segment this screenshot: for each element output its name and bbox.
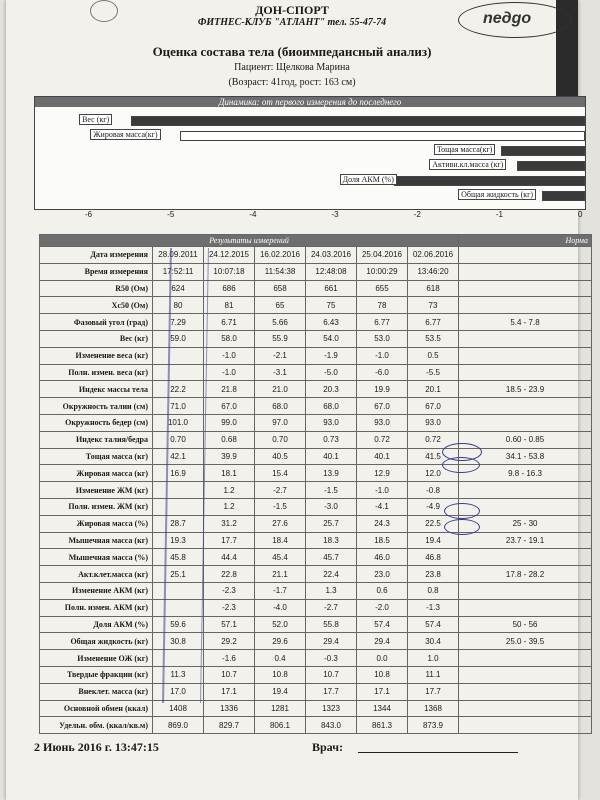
norm-value: [459, 666, 592, 683]
cell-value: 44.4: [204, 549, 255, 566]
norm-value: [459, 263, 592, 280]
cell-value: 58.0: [204, 330, 255, 347]
cell-value: 6.77: [408, 314, 459, 331]
cell-value: 16.9: [153, 465, 204, 482]
cell-value: 24.03.2016: [306, 247, 357, 264]
row-label: Индекс талия/бедра: [40, 431, 153, 448]
cell-value: 67.0: [357, 398, 408, 415]
cell-value: 29.2: [204, 633, 255, 650]
table-row: [40, 582, 592, 599]
dynamics-title: Динамика: от первого измерения до последнего: [35, 97, 585, 107]
cell-value: 10:00:29: [357, 263, 408, 280]
table-row: [40, 566, 592, 583]
cell-value: -1.0: [204, 364, 255, 381]
table-row: [40, 330, 592, 347]
cell-value: 46.8: [408, 549, 459, 566]
cell-value: 658: [255, 280, 306, 297]
dynamics-bar-label: Активн.кл.масса (кг): [429, 159, 506, 170]
handwritten-pen-marks: [162, 248, 209, 703]
circled-value-mark: [444, 519, 480, 535]
table-row: [40, 532, 592, 549]
row-label: Изменение АКМ (кг): [40, 582, 153, 599]
cell-value: 75: [306, 297, 357, 314]
cell-value: -5.5: [408, 364, 459, 381]
dynamics-bar-label: Доля АКМ (%): [340, 174, 397, 185]
row-label: Жировая масса (кг): [40, 465, 153, 482]
norm-value: [459, 398, 592, 415]
cell-value: 55.9: [255, 330, 306, 347]
cell-value: 45.8: [153, 549, 204, 566]
cell-value: 0.72: [357, 431, 408, 448]
results-band: [40, 235, 592, 247]
cell-value: -3.0: [306, 498, 357, 515]
table-row: [40, 717, 592, 734]
cell-value: 0.0: [357, 650, 408, 667]
row-label: Полн. измен. веса (кг): [40, 364, 153, 381]
cell-value: 806.1: [255, 717, 306, 734]
cell-value: 0.70: [153, 431, 204, 448]
cell-value: 10:07:18: [204, 263, 255, 280]
row-label: Твердые фракции (кг): [40, 666, 153, 683]
cell-value: 22.2: [153, 381, 204, 398]
norm-value: [459, 280, 592, 297]
cell-value: 686: [204, 280, 255, 297]
cell-value: 17.7: [408, 683, 459, 700]
cell-value: 1344: [357, 700, 408, 717]
cell-value: 0.6: [357, 582, 408, 599]
table-row: [40, 247, 592, 264]
cell-value: 13:46:20: [408, 263, 459, 280]
norm-value: [459, 650, 592, 667]
dynamics-bar: [542, 191, 585, 201]
norm-value: 5.4 - 7.8: [459, 314, 592, 331]
cell-value: 19.3: [153, 532, 204, 549]
cell-value: 46.0: [357, 549, 408, 566]
axis-tick-label: -1: [495, 210, 503, 219]
table-row: [40, 414, 592, 431]
cell-value: 80: [153, 297, 204, 314]
cell-value: -1.3: [408, 599, 459, 616]
report-title: Оценка состава тела (биоимпедансный анализ): [152, 44, 432, 59]
cell-value: 18.1: [204, 465, 255, 482]
report-page: [6, 0, 589, 800]
cell-value: 861.3: [357, 717, 408, 734]
cell-value: 45.4: [255, 549, 306, 566]
cell-value: 618: [408, 280, 459, 297]
cell-value: -1.9: [306, 347, 357, 364]
cell-value: 1368: [408, 700, 459, 717]
row-label: Окружность бедер (см): [40, 414, 153, 431]
dynamics-bar: [131, 116, 585, 126]
dynamics-bar-label: Общая жидкость (кг): [458, 189, 536, 200]
cell-value: 23.0: [357, 566, 408, 583]
cell-value: -4.0: [255, 599, 306, 616]
dynamics-bar-label: Жировая масса(кг): [90, 129, 160, 140]
cell-value: -2.3: [204, 582, 255, 599]
cell-value: 6.71: [204, 314, 255, 331]
cell-value: 21.1: [255, 566, 306, 583]
cell-value: -1.6: [204, 650, 255, 667]
table-row: [40, 465, 592, 482]
row-label: Внеклет. масса (кг): [40, 683, 153, 700]
norm-value: 9.8 - 16.3: [459, 465, 592, 482]
cell-value: 1408: [153, 700, 204, 717]
brand-logo: neдgo: [458, 2, 572, 38]
cell-value: 59.0: [153, 330, 204, 347]
cell-value: 843.0: [306, 717, 357, 734]
cell-value: 68.0: [306, 398, 357, 415]
row-label: Удельн. обм. (ккал/кв.м): [40, 717, 153, 734]
norm-value: [459, 683, 592, 700]
cell-value: 12.9: [357, 465, 408, 482]
cell-value: 1.2: [204, 498, 255, 515]
patient-name: Пациент: Щелкова Марина: [234, 62, 350, 73]
cell-value: 22.4: [306, 566, 357, 583]
cell-value: 10.8: [255, 666, 306, 683]
cell-value: 17:52:11: [153, 263, 204, 280]
cell-value: -2.0: [357, 599, 408, 616]
cell-value: 22.8: [204, 566, 255, 583]
dynamics-bar: [517, 161, 585, 171]
cell-value: 17.1: [357, 683, 408, 700]
cell-value: -1.7: [255, 582, 306, 599]
cell-value: 59.6: [153, 616, 204, 633]
cell-value: 661: [306, 280, 357, 297]
print-date: 2 Июнь 2016 г. 13:47:15: [34, 740, 159, 754]
norm-value: 18.5 - 23.9: [459, 381, 592, 398]
doctor-label: Врач:: [312, 740, 343, 754]
cell-value: 52.0: [255, 616, 306, 633]
cell-value: -0.8: [408, 482, 459, 499]
cell-value: 20.1: [408, 381, 459, 398]
cell-value: 99.0: [204, 414, 255, 431]
row-label: Акт.клет.масса (кг): [40, 566, 153, 583]
cell-value: 0.68: [204, 431, 255, 448]
cell-value: 73: [408, 297, 459, 314]
table-row: [40, 633, 592, 650]
cell-value: 40.5: [255, 448, 306, 465]
dynamics-bar-label: Тощая масса(кг): [434, 144, 495, 155]
cell-value: 71.0: [153, 398, 204, 415]
cell-value: 0.70: [255, 431, 306, 448]
cell-value: 12.0: [408, 465, 459, 482]
cell-value: 1.0: [408, 650, 459, 667]
cell-value: 78: [357, 297, 408, 314]
table-row: [40, 700, 592, 717]
cell-value: 10.7: [204, 666, 255, 683]
cell-value: 12:48:08: [306, 263, 357, 280]
cell-value: 1281: [255, 700, 306, 717]
norm-value: [459, 482, 592, 499]
row-label: Тощая масса (кг): [40, 448, 153, 465]
cell-value: 0.73: [306, 431, 357, 448]
cell-value: 67.0: [204, 398, 255, 415]
club-name: ДОН-СПОРТ: [255, 3, 329, 17]
row-label: Общая жидкость (кг): [40, 633, 153, 650]
cell-value: 29.4: [357, 633, 408, 650]
cell-value: 27.6: [255, 515, 306, 532]
cell-value: 25.1: [153, 566, 204, 583]
cell-value: -4.1: [357, 498, 408, 515]
cell-value: -6.0: [357, 364, 408, 381]
cell-value: 25.04.2016: [357, 247, 408, 264]
patient-age-height: (Возраст: 41год, рост: 163 см): [228, 77, 356, 88]
row-label: Полн. измен. АКМ (кг): [40, 599, 153, 616]
row-label: Изменение ЖМ (кг): [40, 482, 153, 499]
table-row: [40, 280, 592, 297]
cell-value: 624: [153, 280, 204, 297]
row-label: Изменение веса (кг): [40, 347, 153, 364]
row-label: Фазовый угол (град): [40, 314, 153, 331]
cell-value: 24.12.2015: [204, 247, 255, 264]
cell-value: 42.1: [153, 448, 204, 465]
table-row: [40, 398, 592, 415]
cell-value: 6.43: [306, 314, 357, 331]
results-title: Результаты измерений: [40, 235, 459, 247]
row-label: Окружность талии (см): [40, 398, 153, 415]
cell-value: 28.7: [153, 515, 204, 532]
cell-value: 6.77: [357, 314, 408, 331]
cell-value: 02.06.2016: [408, 247, 459, 264]
table-row: [40, 616, 592, 633]
norm-value: 25 - 30: [459, 515, 592, 532]
cell-value: 17.1: [204, 683, 255, 700]
cell-value: 5.66: [255, 314, 306, 331]
cell-value: -2.1: [255, 347, 306, 364]
norm-value: 50 - 56: [459, 616, 592, 633]
norm-value: [459, 414, 592, 431]
cell-value: 41.5: [408, 448, 459, 465]
norm-value: [459, 364, 592, 381]
row-label: Индекс массы тела: [40, 381, 153, 398]
cell-value: 15.4: [255, 465, 306, 482]
norm-value: [459, 297, 592, 314]
table-row: [40, 549, 592, 566]
cell-value: 24.3: [357, 515, 408, 532]
axis-tick-label: 0: [578, 210, 583, 219]
table-row: [40, 364, 592, 381]
dynamics-bar: [394, 176, 585, 186]
cell-value: -3.1: [255, 364, 306, 381]
cell-value: 40.1: [357, 448, 408, 465]
cell-value: 93.0: [408, 414, 459, 431]
cell-value: 13.9: [306, 465, 357, 482]
norm-value: [459, 330, 592, 347]
cell-value: 65: [255, 297, 306, 314]
cell-value: 1336: [204, 700, 255, 717]
row-label: Мышечная масса (%): [40, 549, 153, 566]
table-row: [40, 515, 592, 532]
cell-value: 67.0: [408, 398, 459, 415]
row-label: Мышечная масса (кг): [40, 532, 153, 549]
row-label: Полн. измен. ЖМ (кг): [40, 498, 153, 515]
norm-value: [459, 717, 592, 734]
cell-value: 21.8: [204, 381, 255, 398]
doctor-signature-line: [358, 752, 518, 753]
cell-value: -2.7: [306, 599, 357, 616]
cell-value: 101.0: [153, 414, 204, 431]
row-label: Вес (кг): [40, 330, 153, 347]
cell-value: 21.0: [255, 381, 306, 398]
cell-value: 873.9: [408, 717, 459, 734]
table-row: [40, 347, 592, 364]
cell-value: 81: [204, 297, 255, 314]
table-row: [40, 263, 592, 280]
axis-tick-label: -4: [249, 210, 257, 219]
cell-value: 68.0: [255, 398, 306, 415]
cell-value: 17.7: [204, 532, 255, 549]
cell-value: 0.8: [408, 582, 459, 599]
cell-value: 16.02.2016: [255, 247, 306, 264]
cell-value: 30.8: [153, 633, 204, 650]
axis-tick-label: -2: [413, 210, 421, 219]
cell-value: 11.1: [408, 666, 459, 683]
dynamics-bar: [501, 146, 585, 156]
cell-value: 18.5: [357, 532, 408, 549]
table-row: [40, 599, 592, 616]
table-row: [40, 498, 592, 515]
cell-value: 17.0: [153, 683, 204, 700]
cell-value: 53.5: [408, 330, 459, 347]
dynamics-bar: [180, 131, 585, 141]
dynamics-chart: [34, 96, 586, 210]
dynamics-bar-label: Вес (кг): [79, 114, 112, 125]
cell-value: 19.4: [408, 532, 459, 549]
norm-value: 23.7 - 19.1: [459, 532, 592, 549]
cell-value: -5.0: [306, 364, 357, 381]
table-row: [40, 666, 592, 683]
cell-value: -1.5: [255, 498, 306, 515]
table-row: [40, 314, 592, 331]
cell-value: 22.5: [408, 515, 459, 532]
cell-value: 39.9: [204, 448, 255, 465]
cell-value: 0.72: [408, 431, 459, 448]
norm-value: [459, 700, 592, 717]
norm-value: 17.8 - 28.2: [459, 566, 592, 583]
table-row: [40, 448, 592, 465]
norm-value: [459, 347, 592, 364]
cell-value: 25.7: [306, 515, 357, 532]
row-label: Изменение ОЖ (кг): [40, 650, 153, 667]
cell-value: 0.4: [255, 650, 306, 667]
cell-value: 19.4: [255, 683, 306, 700]
cell-value: 57.1: [204, 616, 255, 633]
cell-value: 19.9: [357, 381, 408, 398]
club-subtitle: ФИТНЕС-КЛУБ "АТЛАНТ" тел. 55-47-74: [197, 17, 387, 28]
axis-tick-label: -5: [167, 210, 175, 219]
row-label: R50 (Ом): [40, 280, 153, 297]
norm-header: Норма: [459, 235, 592, 247]
circled-value-mark: [442, 457, 480, 473]
row-label: Время измерения: [40, 263, 153, 280]
norm-value: 34.1 - 53.8: [459, 448, 592, 465]
cell-value: 1323: [306, 700, 357, 717]
row-label: Дата измерения: [40, 247, 153, 264]
cell-value: -4.9: [408, 498, 459, 515]
cell-value: 11.3: [153, 666, 204, 683]
cell-value: 29.6: [255, 633, 306, 650]
cell-value: 93.0: [357, 414, 408, 431]
row-label: Основной обмен (ккал): [40, 700, 153, 717]
norm-value: 25.0 - 39.5: [459, 633, 592, 650]
norm-value: [459, 247, 592, 264]
axis-tick-label: -6: [85, 210, 93, 219]
cell-value: 10.7: [306, 666, 357, 683]
norm-value: [459, 582, 592, 599]
cell-value: 18.4: [255, 532, 306, 549]
cell-value: -1.0: [357, 482, 408, 499]
table-row: [40, 650, 592, 667]
cell-value: 7.29: [153, 314, 204, 331]
row-label: Xc50 (Ом): [40, 297, 153, 314]
cell-value: 30.4: [408, 633, 459, 650]
cell-value: 54.0: [306, 330, 357, 347]
cell-value: 0.5: [408, 347, 459, 364]
cell-value: -1.5: [306, 482, 357, 499]
cell-value: 20.3: [306, 381, 357, 398]
cell-value: 29.4: [306, 633, 357, 650]
cell-value: 57.4: [408, 616, 459, 633]
cell-value: -0.3: [306, 650, 357, 667]
cell-value: -1.0: [357, 347, 408, 364]
cell-value: 57.4: [357, 616, 408, 633]
table-row: [40, 431, 592, 448]
cell-value: -2.3: [204, 599, 255, 616]
cell-value: 10.8: [357, 666, 408, 683]
cell-value: 1.2: [204, 482, 255, 499]
cell-value: 23.8: [408, 566, 459, 583]
cell-value: 17.7: [306, 683, 357, 700]
results-table: [39, 234, 592, 734]
table-row: [40, 683, 592, 700]
norm-value: [459, 549, 592, 566]
cell-value: 869.0: [153, 717, 204, 734]
cell-value: -2.7: [255, 482, 306, 499]
cell-value: 53.0: [357, 330, 408, 347]
cell-value: 40.1: [306, 448, 357, 465]
cell-value: 1.3: [306, 582, 357, 599]
cell-value: 55.8: [306, 616, 357, 633]
cell-value: 93.0: [306, 414, 357, 431]
cell-value: 31.2: [204, 515, 255, 532]
cell-value: 11:54:38: [255, 263, 306, 280]
circled-value-mark: [444, 503, 480, 519]
table-row: [40, 297, 592, 314]
row-label: Доля АКМ (%): [40, 616, 153, 633]
cell-value: 28.09.2011: [153, 247, 204, 264]
cell-value: 97.0: [255, 414, 306, 431]
cell-value: 18.3: [306, 532, 357, 549]
axis-tick-label: -3: [331, 210, 339, 219]
table-row: [40, 482, 592, 499]
row-label: Жировая масса (%): [40, 515, 153, 532]
cell-value: 655: [357, 280, 408, 297]
norm-value: [459, 599, 592, 616]
table-row: [40, 381, 592, 398]
norm-value: 0.60 - 0.85: [459, 431, 592, 448]
cell-value: 829.7: [204, 717, 255, 734]
cell-value: -1.0: [204, 347, 255, 364]
cell-value: 45.7: [306, 549, 357, 566]
